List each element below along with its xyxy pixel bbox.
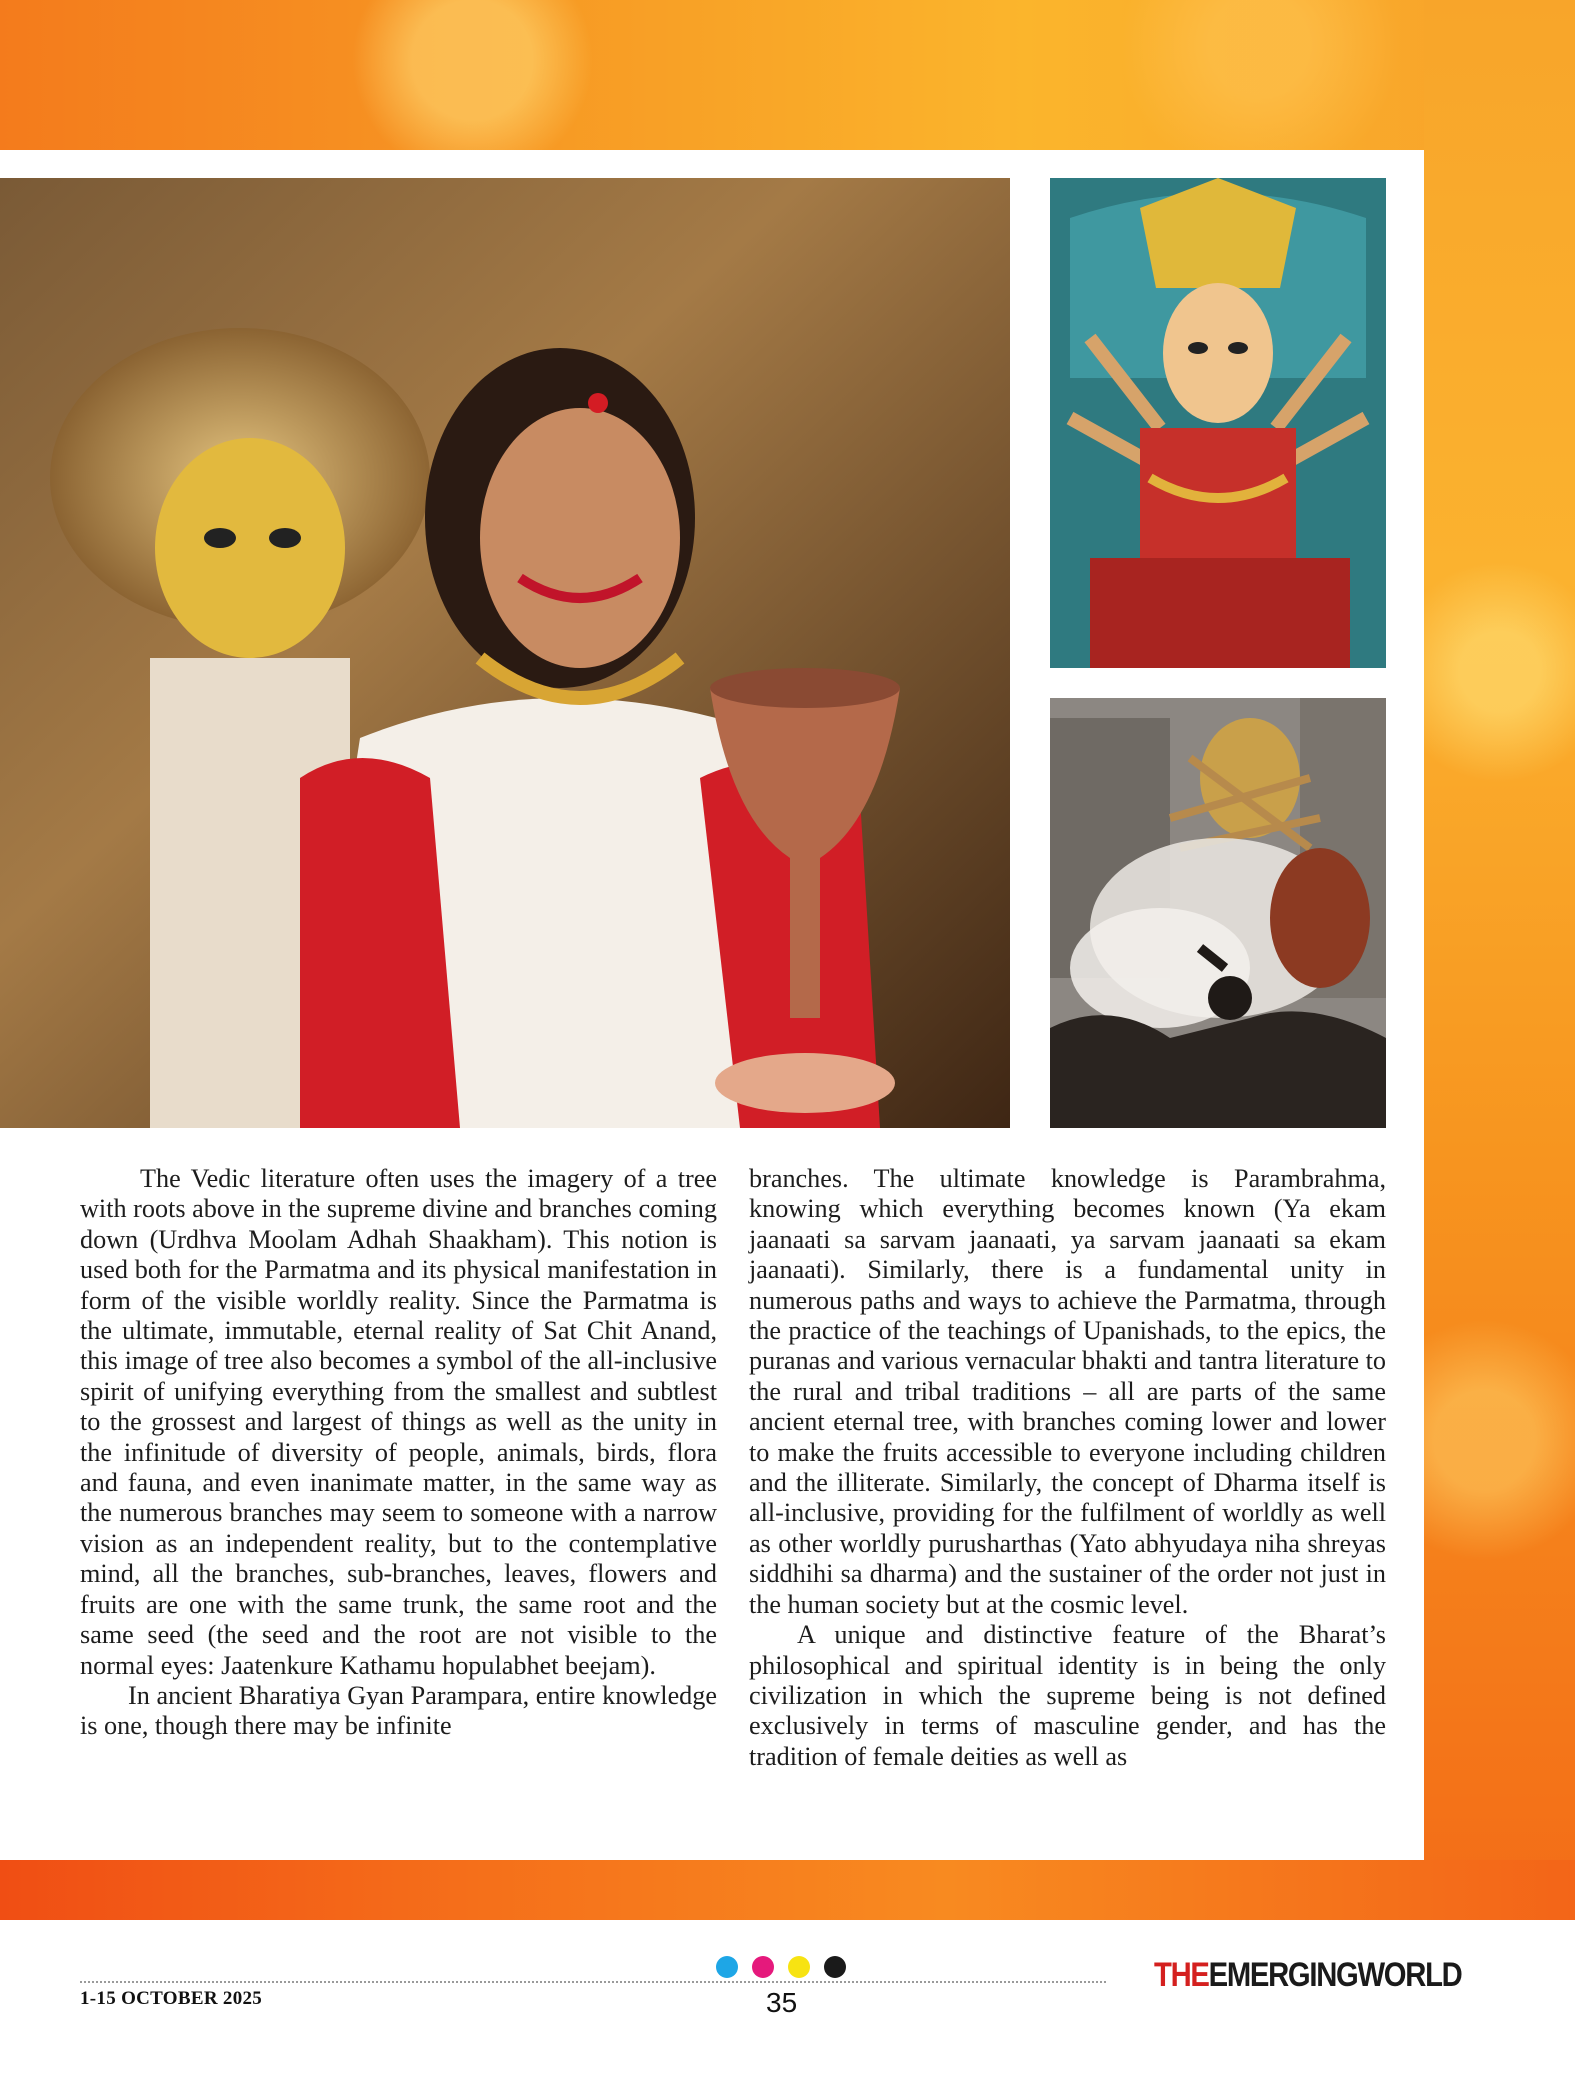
page-number: 35 bbox=[766, 1987, 798, 2018]
article-paragraph: branches. The ultimate knowledge is Parambrahma, knowing which everything becomes known (Ya ekam jaanaati sa sarvam jaanaati, ya sarvam jaanaati sa ekam jaanaati). Similarly, there is a fundamental unity in numerous paths and ways to achieve the Parmatma, through the practice of the teachings of Upanishads, to the epics, the puranas and various vernacular bhakti and tantra literature to the rural and tribal traditions – all are parts of the same ancient eternal tree, with branches coming lower and lower to make the fruits accessible to everyone including children and the illiterate. Similarly, the concept of Dharma itself is all-inclusive, providing for the fulfilment of worldly as well as other worldly purusharthas (Yato abhyudaya niha shreyas siddhihi sa dharma) and the sustainer of the order not just in the human society but at the cosmic level. bbox=[749, 1164, 1386, 1619]
article-paragraph: The Vedic literature often uses the imagery of a tree with roots above in the supreme divine and branches coming down (Urdhva Moolam Adhah Shaakham). This notion is used both for the Parmatma and its physical manifestation in form of the visible worldly reality. Since the Parmatma is the ultimate, immutable, eternal reality of Sat Chit Anand, this image of tree also becomes a symbol of the all-inclusive spirit of unifying everything from the smallest and subtlest to the grossest and largest of things as well as the unity in the infinitude of diversity of people, animals, birds, flora and fauna, and even inanimate matter, in the same way as the numerous branches may seem to someone with a narrow vision as an independent reality, but to the contemplative mind, all the branches, sub-branches, leaves, flowers and fruits are one with the same trunk, the same root and the same seed (the seed and the root are not visible to the normal eyes: Jaatenkure Kathamu hopulabhet beejam). bbox=[80, 1164, 717, 1680]
registration-dot-cyan bbox=[716, 1956, 738, 1978]
registration-marks bbox=[716, 1956, 846, 1978]
decorative-right-band bbox=[1424, 0, 1575, 1920]
photo-dhunuchi-procession bbox=[1050, 698, 1386, 1128]
publication-logo-the: THE bbox=[1154, 1956, 1209, 1994]
publication-logo bbox=[1154, 1956, 1461, 1995]
issue-date: 1-15 OCTOBER 2025 bbox=[80, 1988, 263, 2009]
article-paragraph: A unique and distinctive feature of the Bharat’s philosophical and spiritual identity is in being the only civilization in which the supreme being is not defined exclusively in terms of masculine gender, and has the tradition of female deities as well as bbox=[749, 1620, 1386, 1771]
footer-divider bbox=[80, 1981, 1106, 1983]
registration-dot-yellow bbox=[788, 1956, 810, 1978]
decorative-bottom-band bbox=[0, 1860, 1575, 1920]
publication-logo-name: EMERGINGWORLD bbox=[1208, 1956, 1462, 1994]
decorative-top-band bbox=[0, 0, 1575, 150]
article-right-column bbox=[749, 1164, 1386, 1772]
photo-woman-with-dhunuchi bbox=[0, 178, 1010, 1128]
article-left-column bbox=[80, 1164, 717, 1742]
photo-durga-idol bbox=[1050, 178, 1386, 668]
registration-dot-magenta bbox=[752, 1956, 774, 1978]
registration-dot-black bbox=[824, 1956, 846, 1978]
article-paragraph: In ancient Bharatiya Gyan Parampara, entire knowledge is one, though there may be infinite bbox=[80, 1680, 717, 1741]
